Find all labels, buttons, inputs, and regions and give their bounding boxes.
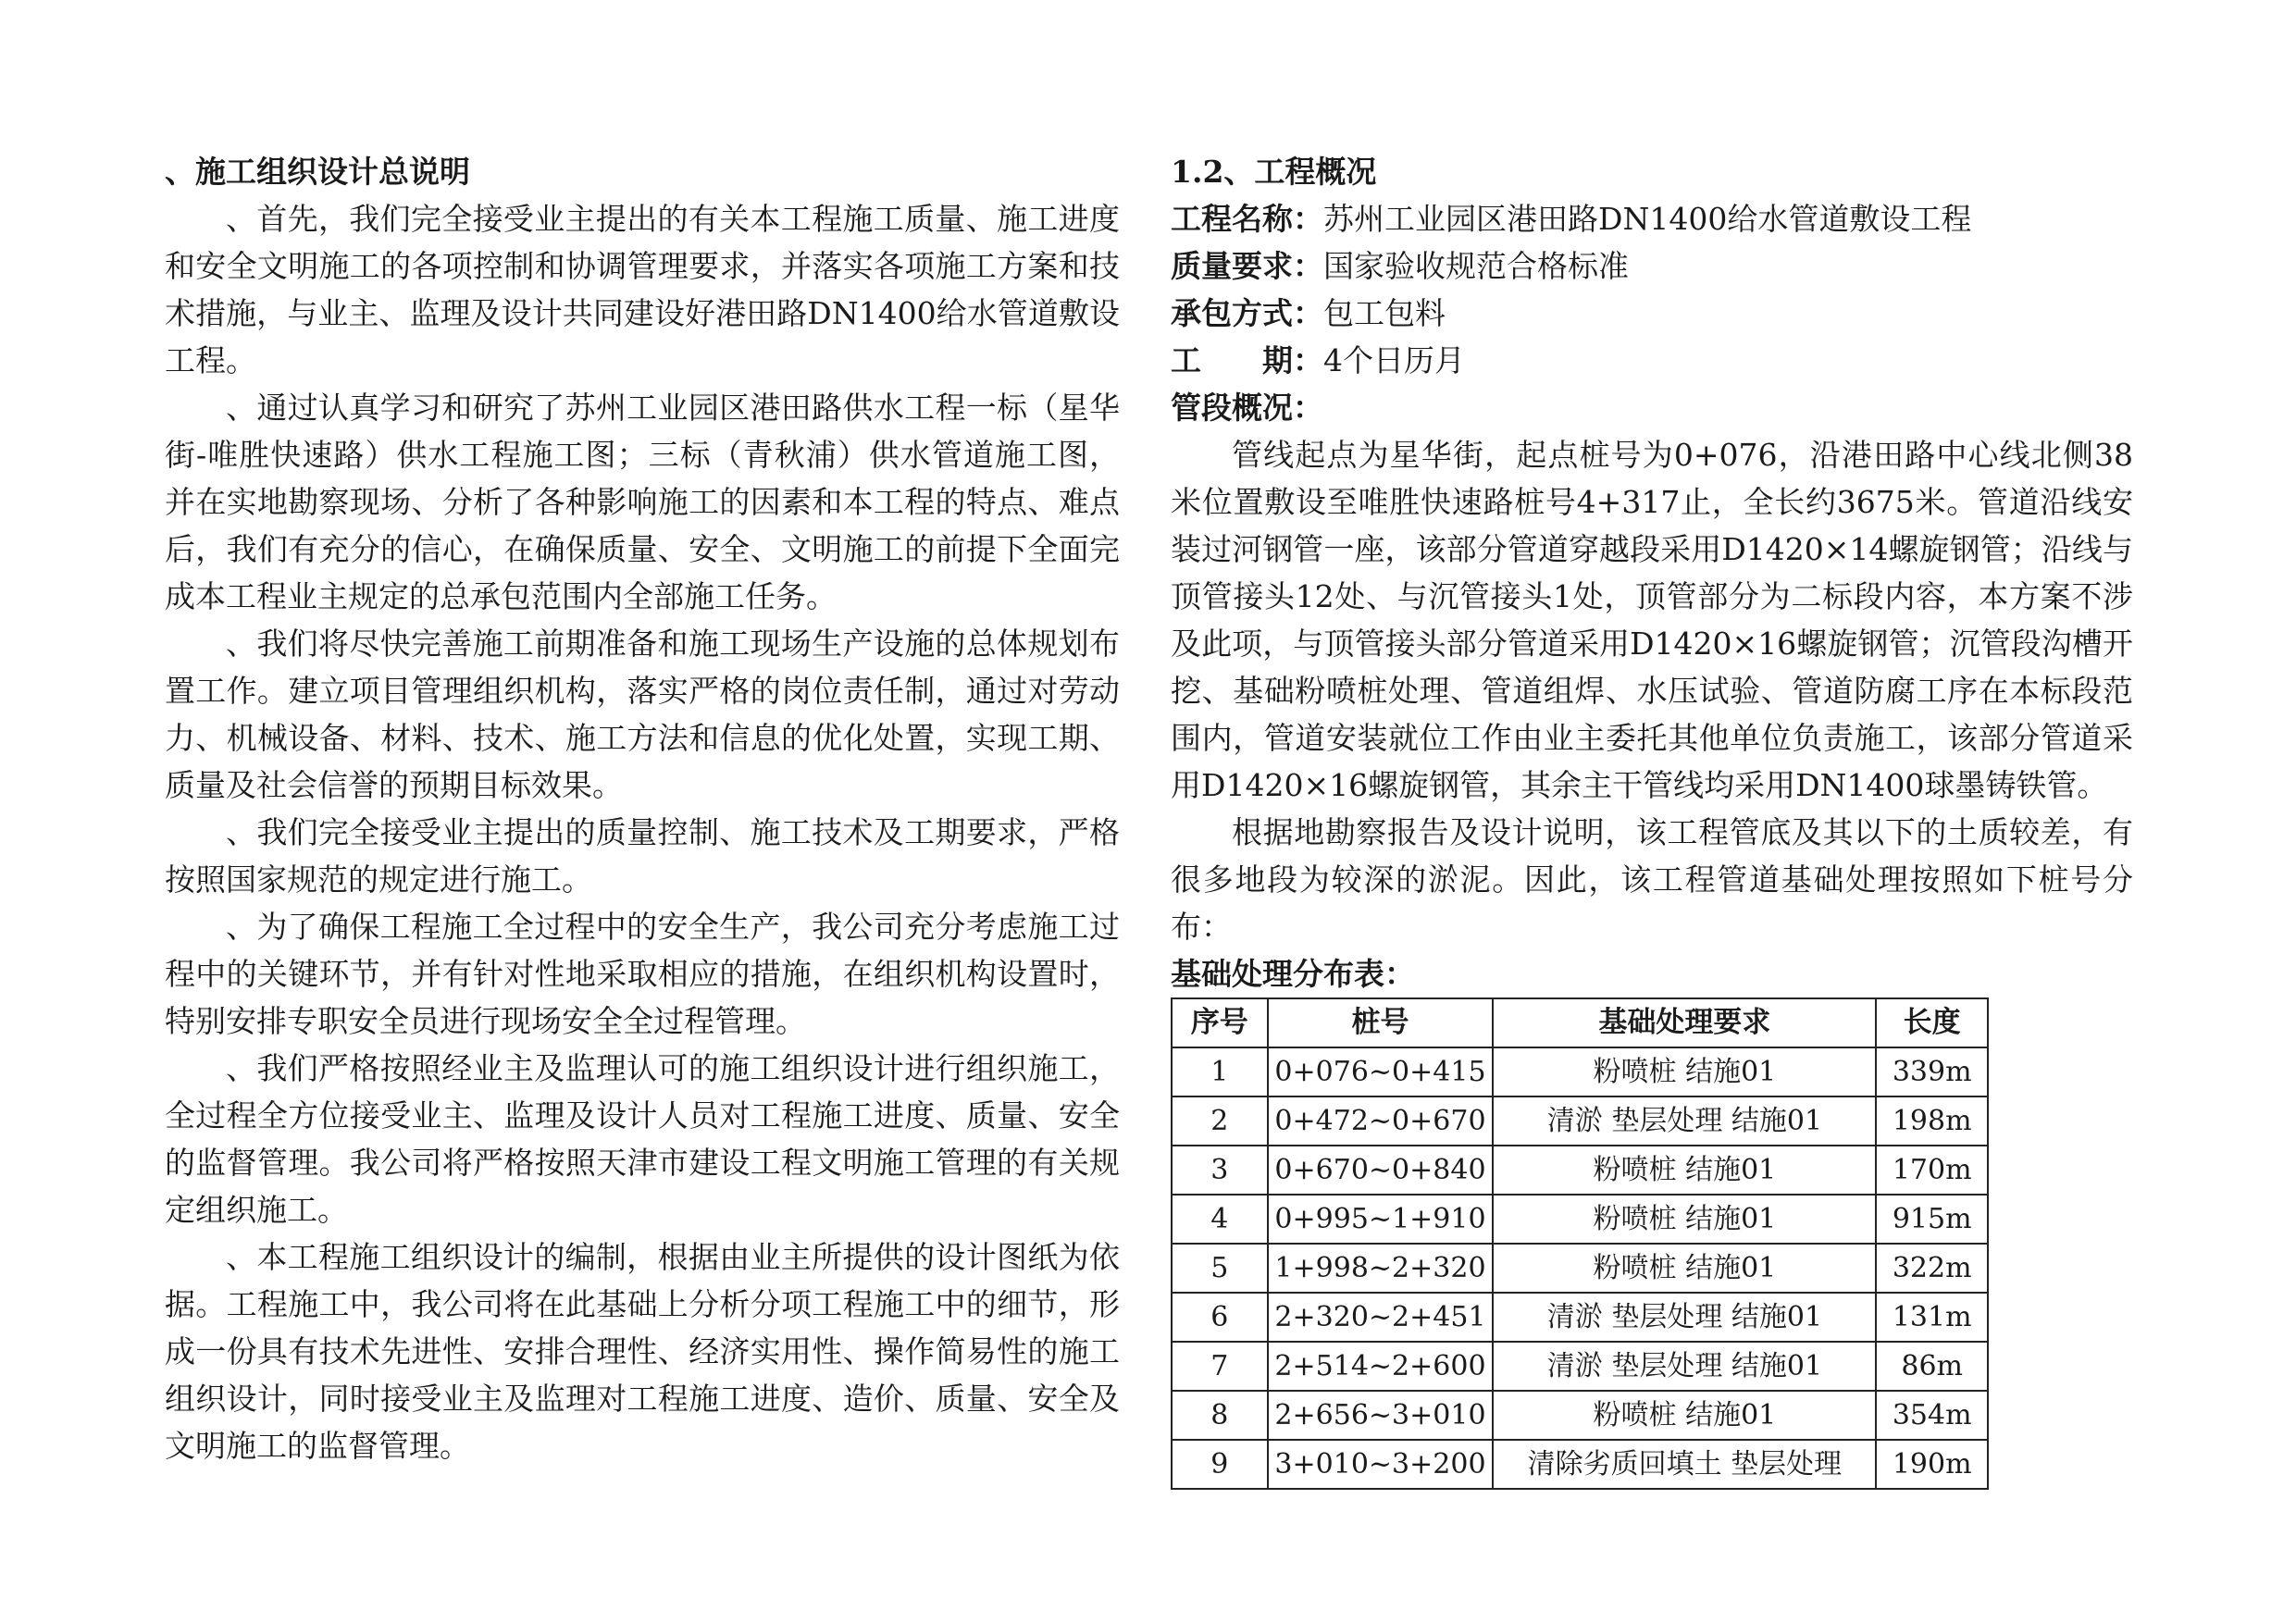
- table-cell: 粉喷桩 结施01: [1493, 1391, 1876, 1440]
- paragraph: 、我们将尽快完善施工前期准备和施工现场生产设施的总体规划布置工作。建立项目管理组织机构，落实严格的岗位责任制，通过对劳动力、机械设备、材料、技术、施工方法和信息的优化处置，实现工期、质量及社会信誉的预期目标效果。: [165, 626, 1120, 803]
- field-label: 工 期：: [1171, 342, 1323, 378]
- table-cell: 131m: [1876, 1293, 1988, 1342]
- table-cell: 354m: [1876, 1391, 1988, 1440]
- table-cell: 粉喷桩 结施01: [1493, 1146, 1876, 1195]
- field-label: 质量要求：: [1171, 248, 1323, 284]
- table-row: [1172, 1096, 1988, 1146]
- table-row: [1172, 1146, 1988, 1195]
- table-row: [1172, 1342, 1988, 1391]
- table-cell: 2+656~3+010: [1268, 1391, 1494, 1440]
- table-cell: 198m: [1876, 1096, 1988, 1146]
- table-cell: 170m: [1876, 1146, 1988, 1195]
- table-cell: 7: [1172, 1342, 1268, 1391]
- paragraph: 管线起点为星华街，起点桩号为0+076，沿港田路中心线北侧38米位置敷设至唯胜快速路桩号4+317止，全长约3675米。管道沿线安装过河钢管一座，该部分管道穿越段采用D1420×14螺旋钢管；沿线与顶管接头12处、与沉管接头1处，顶管部分为二标段内容，本方案不涉及此项，与顶管接头部分管道采用D1420×16螺旋钢管；沉管段沟槽开挖、基础粉喷桩处理、管道组焊、水压试验、管道防腐工序在本标段范围内，管道安装就位工作由业主委托其他单位负责施工，该部分管道采用D1420×16螺旋钢管，其余主干管线均采用DN1400球墨铸铁管。: [1171, 437, 2133, 803]
- table-cell: 9: [1172, 1440, 1268, 1489]
- table-cell: 清淤 垫层处理 结施01: [1493, 1293, 1876, 1342]
- table-cell: 1+998~2+320: [1268, 1244, 1494, 1293]
- paragraph: 根据地勘察报告及设计说明，该工程管底及其以下的土质较差，有很多地段为较深的淤泥。因此，该工程管道基础处理按照如下桩号分布：: [1171, 814, 2133, 945]
- paragraph: 、本工程施工组织设计的编制，根据由业主所提供的设计图纸为依据。工程施工中，我公司将在此基础上分析分项工程施工中的细节，形成一份具有技术先进性、安排合理性、经济实用性、操作简易性的施工组织设计，同时接受业主及监理对工程施工进度、造价、质量、安全及文明施工的监督管理。: [165, 1239, 1120, 1464]
- field-label: 承包方式：: [1171, 295, 1323, 331]
- table-cell: 6: [1172, 1293, 1268, 1342]
- table-cell: 915m: [1876, 1195, 1988, 1244]
- left-column: [165, 148, 1120, 1469]
- table-row: [1172, 1440, 1988, 1489]
- table-cell: 3: [1172, 1146, 1268, 1195]
- table-cell: 清淤 垫层处理 结施01: [1493, 1096, 1876, 1146]
- table-cell: 粉喷桩 结施01: [1493, 1195, 1876, 1244]
- field-value: 4个日历月: [1323, 342, 1465, 378]
- foundation-table: [1171, 997, 1989, 1490]
- field-contract-mode: [1171, 290, 2133, 337]
- table-cell: 2+320~2+451: [1268, 1293, 1494, 1342]
- table-cell: 0+472~0+670: [1268, 1096, 1494, 1146]
- right-column: [1171, 148, 2133, 1490]
- paragraph: 、为了确保工程施工全过程中的安全生产，我公司充分考虑施工过程中的关键环节，并有针对性地采取相应的措施，在组织机构设置时，特别安排专职安全员进行现场安全全过程管理。: [165, 909, 1120, 1039]
- field-label: 工程名称：: [1171, 201, 1323, 237]
- table-cell: 1: [1172, 1047, 1268, 1096]
- table-cell: 86m: [1876, 1342, 1988, 1391]
- field-value: 国家验收规范合格标准: [1323, 248, 1629, 284]
- table-cell: 2+514~2+600: [1268, 1342, 1494, 1391]
- table-cell: 2: [1172, 1096, 1268, 1146]
- table-cell: 190m: [1876, 1440, 1988, 1489]
- column-header: 序号: [1172, 998, 1268, 1047]
- paragraph: 、通过认真学习和研究了苏州工业园区港田路供水工程一标（星华街-唯胜快速路）供水工程施工图；三标（青秋浦）供水管道施工图，并在实地勘察现场、分析了各种影响施工的因素和本工程的特点、难点后，我们有充分的信心，在确保质量、安全、文明施工的前提下全面完成本工程业主规定的总承包范围内全部施工任务。: [165, 390, 1120, 614]
- table-cell: 339m: [1876, 1047, 1988, 1096]
- table-cell: 8: [1172, 1391, 1268, 1440]
- table-cell: 粉喷桩 结施01: [1493, 1244, 1876, 1293]
- field-value: 包工包料: [1323, 295, 1446, 331]
- section-heading: 1.2、工程概况: [1171, 154, 1377, 190]
- paragraph: 、我们严格按照经业主及监理认可的施工组织设计进行组织施工，全过程全方位接受业主、监理及设计人员对工程施工进度、质量、安全的监督管理。我公司将严格按照天津市建设工程文明施工管理的有关规定组织施工。: [165, 1050, 1120, 1228]
- table-title: 基础处理分布表：: [1171, 956, 1415, 992]
- table-cell: 0+670~0+840: [1268, 1146, 1494, 1195]
- column-header: 长度: [1876, 998, 1988, 1047]
- field-project-name: [1171, 195, 2133, 242]
- table-row: [1172, 1244, 1988, 1293]
- table-cell: 4: [1172, 1195, 1268, 1244]
- field-duration: [1171, 337, 2133, 384]
- table-row: [1172, 1047, 1988, 1096]
- table-cell: 0+076~0+415: [1268, 1047, 1494, 1096]
- table-header-row: [1172, 998, 1988, 1047]
- table-row: [1172, 1391, 1988, 1440]
- table-row: [1172, 1195, 1988, 1244]
- table-cell: 3+010~3+200: [1268, 1440, 1494, 1489]
- table-cell: 清淤 垫层处理 结施01: [1493, 1342, 1876, 1391]
- table-cell: 0+995~1+910: [1268, 1195, 1494, 1244]
- table-cell: 粉喷桩 结施01: [1493, 1047, 1876, 1096]
- paragraph: 、首先，我们完全接受业主提出的有关本工程施工质量、施工进度和安全文明施工的各项控制和协调管理要求，并落实各项施工方案和技术措施，与业主、监理及设计共同建设好港田路DN1400给水管道敷设工程。: [165, 201, 1120, 378]
- column-header: 桩号: [1268, 998, 1494, 1047]
- field-quality: [1171, 242, 2133, 290]
- table-cell: 322m: [1876, 1244, 1988, 1293]
- pipe-section-label: 管段概况：: [1171, 390, 1323, 426]
- column-header: 基础处理要求: [1493, 998, 1876, 1047]
- section-heading: 、施工组织设计总说明: [165, 154, 470, 190]
- table-cell: 清除劣质回填土 垫层处理: [1493, 1440, 1876, 1489]
- paragraph: 、我们完全接受业主提出的质量控制、施工技术及工期要求，严格按照国家规范的规定进行施工。: [165, 814, 1120, 898]
- field-value: 苏州工业园区港田路DN1400给水管道敷设工程: [1323, 201, 1972, 237]
- table-row: [1172, 1293, 1988, 1342]
- table-cell: 5: [1172, 1244, 1268, 1293]
